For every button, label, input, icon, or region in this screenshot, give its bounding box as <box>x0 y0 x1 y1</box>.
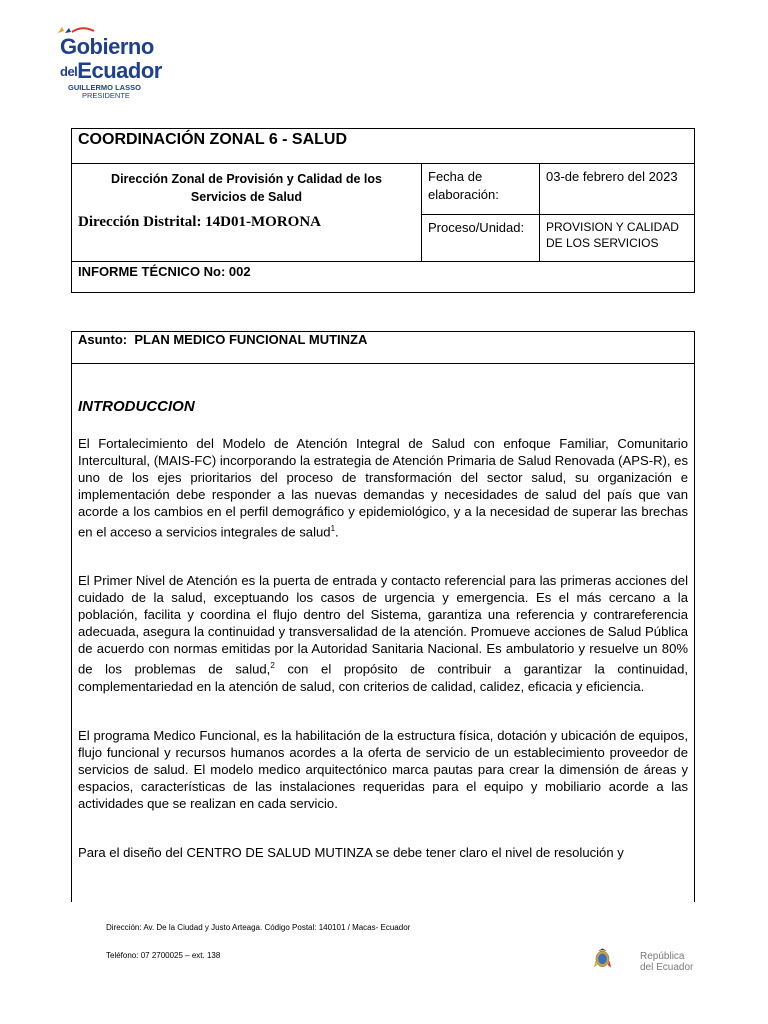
direccion-zonal: Dirección Zonal de Provisión y Calidad de los Servicios de Salud <box>111 172 382 204</box>
proceso-value: PROVISION Y CALIDAD DE LOS SERVICIOS <box>540 215 695 262</box>
direccion-cell <box>72 164 422 262</box>
footer-phone: Teléfono: 07 2700025 – ext. 138 <box>106 951 221 960</box>
asunto-row <box>72 332 695 364</box>
logo-text-ecuador: delEcuador <box>60 58 162 83</box>
fecha-label: Fecha de elaboración: <box>422 164 540 215</box>
paragraph-3: El programa Medico Funcional, es la habilitación de la estructura física, dotación y ubicación de equipos, flujo funcional y recursos humanos acordes a la oferta de servicio de un establecimiento proveedor de servicios de salud. El modelo medico arquitectónico marca pautas para crear la dimensión de áreas y espacios, características de las instalaciones requeridas para el equipo y mobiliario acorde a las actividades que se realizan en cada servicio. <box>78 727 688 811</box>
proceso-label: Proceso/Unidad: <box>422 215 540 262</box>
header-table <box>71 128 695 293</box>
direccion-distrital: Dirección Distrital: 14D01-MORONA <box>78 214 322 230</box>
asunto-label: Asunto: <box>78 332 128 347</box>
republica-text-2: del Ecuador <box>640 962 694 973</box>
fecha-value: 03-de febrero del 2023 <box>540 164 695 215</box>
footnote-ref-1: 1 <box>330 524 336 533</box>
gobierno-logo <box>52 26 162 104</box>
footnote-ref-2: 2 <box>270 661 275 671</box>
asunto-text: PLAN MEDICO FUNCIONAL MUTINZA <box>134 332 368 347</box>
header-title: COORDINACIÓN ZONAL 6 - SALUD <box>72 129 695 164</box>
coat-of-arms-icon <box>592 930 640 986</box>
informe-number: INFORME TÉCNICO No: 002 <box>72 262 695 293</box>
paragraph-1: El Fortalecimiento del Modelo de Atención Integral de Salud con enfoque Familiar, Comunitario Intercultural, (MAIS-FC) incorporando la estrategia de Atención Primaria de Salud Renovada (APS-R), es uno de los ejes prioritarios del proceso de transformación del sector salud, su organización e implementación debe responder a las nuevas demandas y necesidades de salud del país que van acorde a los cambios en el perfil demográfico y epidemiológico, y a la necesidad de superar las brechas en el acceso a servicios integrales de salud$^1$. <box>78 436 688 540</box>
logo-arc-icon <box>56 26 96 34</box>
content-table <box>71 331 695 902</box>
paragraph-4: Para el diseño del CENTRO DE SALUD MUTINZA se debe tener claro el nivel de resolución y <box>78 844 624 860</box>
logo-text-president-title: PRESIDENTE <box>82 91 130 100</box>
content-body <box>72 364 695 903</box>
logo-text-gobierno: Gobierno <box>60 34 154 59</box>
republica-text-1: República <box>640 951 685 962</box>
paragraph-2: El Primer Nivel de Atención es la puerta de entrada y contacto referencial para las primeras acciones del cuidado de la salud, exceptuando los casos de urgencia y emergencia. Es el más cercano a la población, facilita y coordina el flujo dentro del Sistema, garantiza una referencia y contrareferencia adecuada, asegura la continuidad y transversalidad de la atención. Promueve acciones de Salud Pública de acuerdo con normas emitidas por la Autoridad Sanitaria Nacional. Es ambulatorio y resuelve un 80% de los problemas de salud,$^2$ con el propósito de contribuir a garantizar la continuidad, complementariedad en la atención de salud, con criterios de calidad, calidez, eficacia y eficiencia. <box>78 573 688 694</box>
logo-text-president-name: GUILLERMO LASSO <box>68 83 141 92</box>
section-heading: INTRODUCCION <box>78 398 195 415</box>
footer-address: Dirección: Av. De la Ciudad y Justo Arteaga. Código Postal: 140101 / Macas- Ecuador <box>106 923 411 932</box>
